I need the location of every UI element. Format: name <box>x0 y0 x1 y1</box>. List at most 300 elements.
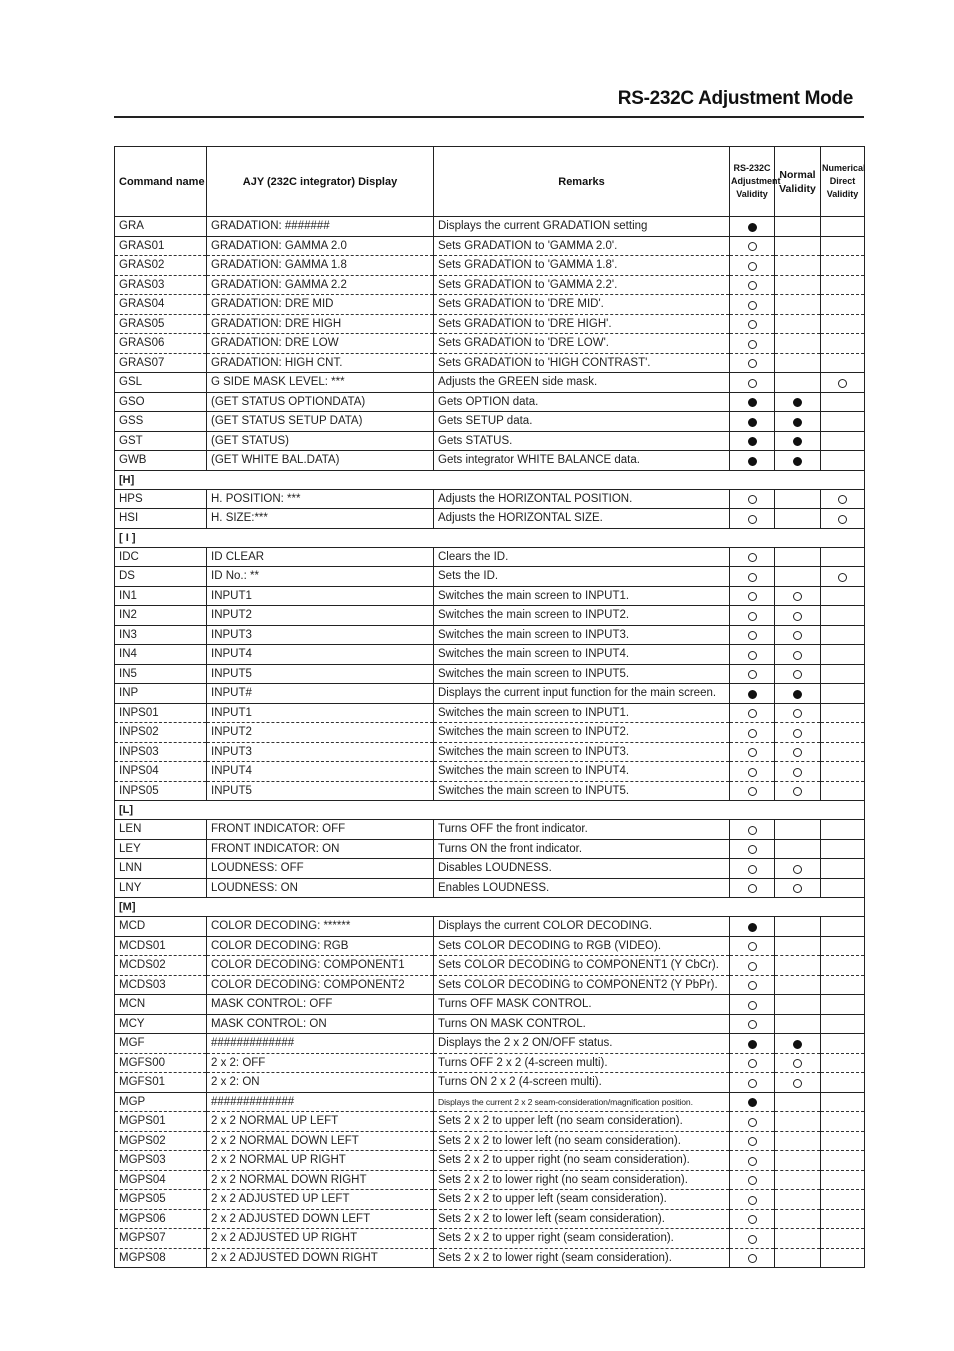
numerical-validity-cell <box>821 334 865 354</box>
command-cell: GRAS01 <box>115 236 207 256</box>
display-cell: H. POSITION: *** <box>207 489 434 509</box>
numerical-validity-cell <box>821 781 865 801</box>
table-row <box>115 1209 865 1229</box>
display-cell: FRONT INDICATOR: ON <box>207 839 434 859</box>
table-row <box>115 1229 865 1249</box>
command-cell: MGPS02 <box>115 1131 207 1151</box>
display-cell: (GET WHITE BAL.DATA) <box>207 451 434 471</box>
open-circle-icon <box>838 379 847 388</box>
display-cell: 2 x 2 NORMAL UP RIGHT <box>207 1151 434 1171</box>
numerical-validity-cell <box>821 684 865 704</box>
remarks-cell: Gets STATUS. <box>434 431 730 451</box>
section-row <box>115 470 865 489</box>
command-cell: IN2 <box>115 606 207 626</box>
display-cell: (GET STATUS OPTIONDATA) <box>207 392 434 412</box>
table-row <box>115 936 865 956</box>
display-cell: ############# <box>207 1092 434 1112</box>
open-circle-icon <box>793 787 802 796</box>
command-cell: GRA <box>115 217 207 237</box>
display-cell: GRADATION: DRE HIGH <box>207 314 434 334</box>
remarks-cell: Switches the main screen to INPUT5. <box>434 781 730 801</box>
numerical-validity-cell <box>821 431 865 451</box>
normal-validity-cell <box>775 1053 821 1073</box>
table-row <box>115 334 865 354</box>
rs232c-validity-cell <box>730 917 775 937</box>
numerical-validity-cell <box>821 1053 865 1073</box>
numerical-validity-cell <box>821 723 865 743</box>
numerical-validity-cell <box>821 373 865 393</box>
numerical-validity-cell <box>821 1131 865 1151</box>
rs232c-validity-cell <box>730 878 775 898</box>
table-row <box>115 625 865 645</box>
command-cell: IN4 <box>115 645 207 665</box>
open-circle-icon <box>748 262 757 271</box>
remarks-cell: Turns OFF 2 x 2 (4-screen multi). <box>434 1053 730 1073</box>
section-row <box>115 801 865 820</box>
command-cell: MGPS06 <box>115 1209 207 1229</box>
section-label: [H] <box>115 470 865 489</box>
section-label: [L] <box>115 801 865 820</box>
open-circle-icon <box>748 942 757 951</box>
command-cell: IDC <box>115 547 207 567</box>
numerical-validity-cell <box>821 451 865 471</box>
numerical-validity-cell <box>821 975 865 995</box>
normal-validity-cell <box>775 353 821 373</box>
rs232c-validity-cell <box>730 1151 775 1171</box>
table-row <box>115 684 865 704</box>
table-body <box>115 217 865 1268</box>
header-remarks: Remarks <box>434 147 730 217</box>
rs232c-validity-cell <box>730 762 775 782</box>
filled-circle-icon <box>793 457 802 466</box>
command-cell: MGPS07 <box>115 1229 207 1249</box>
normal-validity-cell <box>775 742 821 762</box>
command-cell: GWB <box>115 451 207 471</box>
table-row <box>115 742 865 762</box>
command-cell: LNN <box>115 859 207 879</box>
remarks-cell: Turns ON 2 x 2 (4-screen multi). <box>434 1073 730 1093</box>
command-cell: INPS01 <box>115 703 207 723</box>
normal-validity-cell <box>775 936 821 956</box>
remarks-cell: Disables LOUDNESS. <box>434 859 730 879</box>
open-circle-icon <box>748 1157 757 1166</box>
open-circle-icon <box>748 670 757 679</box>
open-circle-icon <box>748 592 757 601</box>
table-row <box>115 878 865 898</box>
rs232c-validity-cell <box>730 373 775 393</box>
display-cell: LOUDNESS: ON <box>207 878 434 898</box>
display-cell: GRADATION: DRE MID <box>207 295 434 315</box>
normal-validity-cell <box>775 762 821 782</box>
remarks-cell: Enables LOUDNESS. <box>434 878 730 898</box>
rs232c-validity-cell <box>730 606 775 626</box>
rs232c-validity-cell <box>730 275 775 295</box>
remarks-cell: Gets SETUP data. <box>434 412 730 432</box>
numerical-validity-cell <box>821 256 865 276</box>
rs232c-validity-cell <box>730 412 775 432</box>
open-circle-icon <box>748 1137 757 1146</box>
open-circle-icon <box>748 787 757 796</box>
command-cell: HPS <box>115 489 207 509</box>
table-row <box>115 431 865 451</box>
command-cell: GRAS03 <box>115 275 207 295</box>
command-cell: MCDS03 <box>115 975 207 995</box>
open-circle-icon <box>748 553 757 562</box>
remarks-cell: Sets the ID. <box>434 567 730 587</box>
display-cell: INPUT4 <box>207 645 434 665</box>
normal-validity-cell <box>775 625 821 645</box>
display-cell: 2 x 2 NORMAL UP LEFT <box>207 1112 434 1132</box>
remarks-cell: Adjusts the HORIZONTAL POSITION. <box>434 489 730 509</box>
open-circle-icon <box>748 981 757 990</box>
remarks-cell: Sets 2 x 2 to upper left (no seam consideration). <box>434 1112 730 1132</box>
display-cell: GRADATION: GAMMA 2.0 <box>207 236 434 256</box>
command-cell: MCY <box>115 1014 207 1034</box>
title-rule <box>114 116 864 118</box>
numerical-validity-cell <box>821 489 865 509</box>
numerical-validity-cell <box>821 956 865 976</box>
normal-validity-cell <box>775 1131 821 1151</box>
rs232c-validity-cell <box>730 1248 775 1268</box>
command-cell: INPS04 <box>115 762 207 782</box>
open-circle-icon <box>793 592 802 601</box>
normal-validity-cell <box>775 1209 821 1229</box>
display-cell: ID No.: ** <box>207 567 434 587</box>
open-circle-icon <box>748 1176 757 1185</box>
open-circle-icon <box>748 631 757 640</box>
display-cell: MASK CONTROL: ON <box>207 1014 434 1034</box>
rs232c-validity-cell <box>730 723 775 743</box>
display-cell: 2 x 2 ADJUSTED UP RIGHT <box>207 1229 434 1249</box>
normal-validity-cell <box>775 217 821 237</box>
normal-validity-cell <box>775 975 821 995</box>
rs232c-validity-cell <box>730 1190 775 1210</box>
remarks-cell: Sets COLOR DECODING to RGB (VIDEO). <box>434 936 730 956</box>
rs232c-validity-cell <box>730 1073 775 1093</box>
normal-validity-cell <box>775 839 821 859</box>
remarks-cell: Turns ON MASK CONTROL. <box>434 1014 730 1034</box>
normal-validity-cell <box>775 256 821 276</box>
display-cell: GRADATION: ####### <box>207 217 434 237</box>
normal-validity-cell <box>775 1151 821 1171</box>
display-cell: 2 x 2 NORMAL DOWN RIGHT <box>207 1170 434 1190</box>
table-row <box>115 373 865 393</box>
rs232c-validity-cell <box>730 392 775 412</box>
rs232c-validity-cell <box>730 1209 775 1229</box>
table-row <box>115 1170 865 1190</box>
remarks-cell: Sets 2 x 2 to lower right (seam consideration). <box>434 1248 730 1268</box>
table-row <box>115 1092 865 1112</box>
page-title: RS-232C Adjustment Mode <box>617 88 853 109</box>
remarks-cell: Sets GRADATION to 'GAMMA 2.2'. <box>434 275 730 295</box>
remarks-cell: Sets 2 x 2 to lower right (no seam consideration). <box>434 1170 730 1190</box>
open-circle-icon <box>748 1079 757 1088</box>
filled-circle-icon <box>748 457 757 466</box>
display-cell: 2 x 2 ADJUSTED DOWN LEFT <box>207 1209 434 1229</box>
numerical-validity-cell <box>821 1209 865 1229</box>
rs232c-validity-cell <box>730 451 775 471</box>
numerical-validity-cell <box>821 275 865 295</box>
normal-validity-cell <box>775 1073 821 1093</box>
table-row <box>115 956 865 976</box>
open-circle-icon <box>838 573 847 582</box>
open-circle-icon <box>748 709 757 718</box>
table-row <box>115 1073 865 1093</box>
table-row <box>115 606 865 626</box>
open-circle-icon <box>748 573 757 582</box>
display-cell: INPUT2 <box>207 606 434 626</box>
header-display: AJY (232C integrator) Display <box>207 147 434 217</box>
normal-validity-cell <box>775 1092 821 1112</box>
display-cell: INPUT1 <box>207 703 434 723</box>
table-row <box>115 412 865 432</box>
rs232c-validity-cell <box>730 1131 775 1151</box>
numerical-validity-cell <box>821 1034 865 1054</box>
open-circle-icon <box>748 379 757 388</box>
display-cell: 2 x 2 NORMAL DOWN LEFT <box>207 1131 434 1151</box>
remarks-cell: Sets 2 x 2 to upper right (no seam consideration). <box>434 1151 730 1171</box>
table-row <box>115 1190 865 1210</box>
command-cell: MGF <box>115 1034 207 1054</box>
rs232c-validity-cell <box>730 1053 775 1073</box>
numerical-validity-cell <box>821 625 865 645</box>
open-circle-icon <box>793 865 802 874</box>
display-cell: COLOR DECODING: RGB <box>207 936 434 956</box>
section-row <box>115 528 865 547</box>
remarks-cell: Switches the main screen to INPUT4. <box>434 645 730 665</box>
rs232c-validity-cell <box>730 684 775 704</box>
open-circle-icon <box>748 845 757 854</box>
table-row <box>115 451 865 471</box>
remarks-cell: Switches the main screen to INPUT1. <box>434 703 730 723</box>
display-cell: GRADATION: DRE LOW <box>207 334 434 354</box>
table-row <box>115 314 865 334</box>
open-circle-icon <box>748 1059 757 1068</box>
normal-validity-cell <box>775 645 821 665</box>
display-cell: 2 x 2: ON <box>207 1073 434 1093</box>
normal-validity-cell <box>775 431 821 451</box>
display-cell: COLOR DECODING: ****** <box>207 917 434 937</box>
open-circle-icon <box>748 962 757 971</box>
filled-circle-icon <box>748 418 757 427</box>
command-cell: IN1 <box>115 586 207 606</box>
table-row <box>115 1131 865 1151</box>
rs232c-validity-cell <box>730 975 775 995</box>
remarks-cell: Displays the current GRADATION setting <box>434 217 730 237</box>
table-row <box>115 509 865 529</box>
display-cell: 2 x 2: OFF <box>207 1053 434 1073</box>
open-circle-icon <box>748 301 757 310</box>
rs232c-validity-cell <box>730 995 775 1015</box>
table-row <box>115 762 865 782</box>
normal-validity-cell <box>775 1190 821 1210</box>
open-circle-icon <box>793 884 802 893</box>
normal-validity-cell <box>775 567 821 587</box>
open-circle-icon <box>748 748 757 757</box>
display-cell: INPUT4 <box>207 762 434 782</box>
numerical-validity-cell <box>821 1229 865 1249</box>
remarks-cell: Displays the current input function for the main screen. <box>434 684 730 704</box>
open-circle-icon <box>748 612 757 621</box>
display-cell: INPUT1 <box>207 586 434 606</box>
command-cell: HSI <box>115 509 207 529</box>
numerical-validity-cell <box>821 509 865 529</box>
normal-validity-cell <box>775 820 821 840</box>
remarks-cell: Switches the main screen to INPUT3. <box>434 742 730 762</box>
remarks-cell: Turns OFF MASK CONTROL. <box>434 995 730 1015</box>
command-cell: GSL <box>115 373 207 393</box>
table-row <box>115 489 865 509</box>
rs232c-validity-cell <box>730 217 775 237</box>
filled-circle-icon <box>748 1040 757 1049</box>
display-cell: FRONT INDICATOR: OFF <box>207 820 434 840</box>
command-table <box>114 146 865 1268</box>
numerical-validity-cell <box>821 295 865 315</box>
open-circle-icon <box>748 884 757 893</box>
table-row <box>115 1034 865 1054</box>
numerical-validity-cell <box>821 936 865 956</box>
numerical-validity-cell <box>821 1112 865 1132</box>
open-circle-icon <box>748 340 757 349</box>
filled-circle-icon <box>748 398 757 407</box>
remarks-cell: Gets integrator WHITE BALANCE data. <box>434 451 730 471</box>
remarks-cell: Turns OFF the front indicator. <box>434 820 730 840</box>
display-cell: H. SIZE:*** <box>207 509 434 529</box>
command-cell: MGPS08 <box>115 1248 207 1268</box>
display-cell: GRADATION: GAMMA 1.8 <box>207 256 434 276</box>
normal-validity-cell <box>775 412 821 432</box>
normal-validity-cell <box>775 451 821 471</box>
normal-validity-cell <box>775 859 821 879</box>
normal-validity-cell <box>775 781 821 801</box>
remarks-cell: Sets COLOR DECODING to COMPONENT2 (Y PbPr). <box>434 975 730 995</box>
normal-validity-cell <box>775 547 821 567</box>
table-row <box>115 1014 865 1034</box>
numerical-validity-cell <box>821 1248 865 1268</box>
rs232c-validity-cell <box>730 236 775 256</box>
open-circle-icon <box>748 495 757 504</box>
remarks-cell: Sets GRADATION to 'DRE HIGH'. <box>434 314 730 334</box>
rs232c-validity-cell <box>730 547 775 567</box>
command-cell: IN5 <box>115 664 207 684</box>
table-row <box>115 586 865 606</box>
remarks-cell: Sets COLOR DECODING to COMPONENT1 (Y CbCr). <box>434 956 730 976</box>
rs232c-validity-cell <box>730 256 775 276</box>
command-cell: GRAS02 <box>115 256 207 276</box>
remarks-cell: Gets OPTION data. <box>434 392 730 412</box>
numerical-validity-cell <box>821 1092 865 1112</box>
filled-circle-icon <box>793 398 802 407</box>
numerical-validity-cell <box>821 703 865 723</box>
display-cell: G SIDE MASK LEVEL: *** <box>207 373 434 393</box>
filled-circle-icon <box>793 1040 802 1049</box>
filled-circle-icon <box>793 690 802 699</box>
display-cell: INPUT3 <box>207 742 434 762</box>
open-circle-icon <box>748 865 757 874</box>
remarks-cell: Switches the main screen to INPUT4. <box>434 762 730 782</box>
display-cell: MASK CONTROL: OFF <box>207 995 434 1015</box>
numerical-validity-cell <box>821 762 865 782</box>
normal-validity-cell <box>775 723 821 743</box>
table-row <box>115 839 865 859</box>
rs232c-validity-cell <box>730 645 775 665</box>
table-row <box>115 1053 865 1073</box>
open-circle-icon <box>748 1118 757 1127</box>
numerical-validity-cell <box>821 217 865 237</box>
remarks-cell: Sets 2 x 2 to lower left (seam consideration). <box>434 1209 730 1229</box>
numerical-validity-cell <box>821 1014 865 1034</box>
display-cell: INPUT# <box>207 684 434 704</box>
table-row <box>115 547 865 567</box>
rs232c-validity-cell <box>730 489 775 509</box>
remarks-cell: Adjusts the HORIZONTAL SIZE. <box>434 509 730 529</box>
command-cell: MGPS01 <box>115 1112 207 1132</box>
table-row <box>115 256 865 276</box>
display-cell: INPUT3 <box>207 625 434 645</box>
command-cell: LNY <box>115 878 207 898</box>
command-cell: MGFS01 <box>115 1073 207 1093</box>
normal-validity-cell <box>775 1112 821 1132</box>
open-circle-icon <box>748 281 757 290</box>
open-circle-icon <box>793 748 802 757</box>
normal-validity-cell <box>775 917 821 937</box>
rs232c-validity-cell <box>730 1229 775 1249</box>
normal-validity-cell <box>775 334 821 354</box>
rs232c-validity-cell <box>730 1034 775 1054</box>
numerical-validity-cell <box>821 567 865 587</box>
numerical-validity-cell <box>821 314 865 334</box>
remarks-cell: Adjusts the GREEN side mask. <box>434 373 730 393</box>
remarks-cell: Switches the main screen to INPUT5. <box>434 664 730 684</box>
normal-validity-cell <box>775 509 821 529</box>
table-row <box>115 723 865 743</box>
rs232c-validity-cell <box>730 353 775 373</box>
remarks-cell: Sets 2 x 2 to upper right (seam consideration). <box>434 1229 730 1249</box>
remarks-cell: Clears the ID. <box>434 547 730 567</box>
table-row <box>115 781 865 801</box>
display-cell: 2 x 2 ADJUSTED UP LEFT <box>207 1190 434 1210</box>
open-circle-icon <box>748 1235 757 1244</box>
header-command-name: Command name <box>115 147 207 217</box>
filled-circle-icon <box>748 223 757 232</box>
table-row <box>115 975 865 995</box>
numerical-validity-cell <box>821 995 865 1015</box>
table-row <box>115 1151 865 1171</box>
rs232c-validity-cell <box>730 1014 775 1034</box>
command-cell: LEY <box>115 839 207 859</box>
normal-validity-cell <box>775 1034 821 1054</box>
table-row <box>115 567 865 587</box>
numerical-validity-cell <box>821 392 865 412</box>
open-circle-icon <box>748 359 757 368</box>
remarks-cell: Sets 2 x 2 to upper left (seam consideration). <box>434 1190 730 1210</box>
remarks-cell: Displays the 2 x 2 ON/OFF status. <box>434 1034 730 1054</box>
rs232c-validity-cell <box>730 781 775 801</box>
table-row <box>115 275 865 295</box>
normal-validity-cell <box>775 878 821 898</box>
rs232c-validity-cell <box>730 1092 775 1112</box>
header-rs232c-validity: RS-232C Adjustment Validity <box>730 147 775 217</box>
command-cell: MGPS05 <box>115 1190 207 1210</box>
rs232c-validity-cell <box>730 586 775 606</box>
open-circle-icon <box>748 826 757 835</box>
open-circle-icon <box>748 768 757 777</box>
display-cell: GRADATION: HIGH CNT. <box>207 353 434 373</box>
section-row <box>115 898 865 917</box>
open-circle-icon <box>748 651 757 660</box>
remarks-cell: Sets GRADATION to 'GAMMA 2.0'. <box>434 236 730 256</box>
rs232c-validity-cell <box>730 839 775 859</box>
